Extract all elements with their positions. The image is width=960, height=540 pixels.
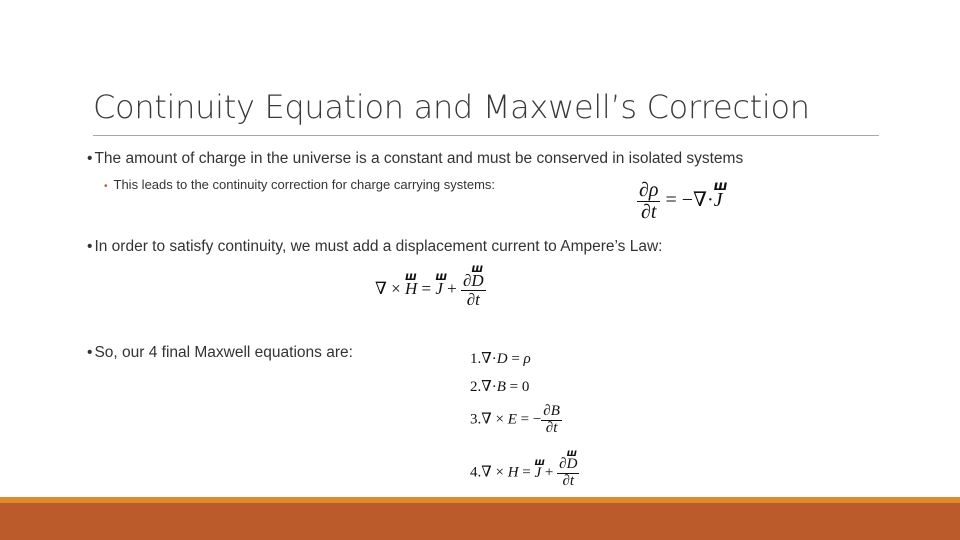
maxwell-eq-2: 2.∇·B = 0 <box>470 379 530 395</box>
bullet-text: The amount of charge in the universe is a constant and must be conserved in isolated systems <box>94 150 744 167</box>
ampere-law-equation: ∇ × ш H = ш J + $\frac{\text{∂ш D}}{\partial t}$ <box>375 272 486 309</box>
maxwell-eq-1: 1.∇·D = ρ <box>470 351 531 367</box>
sub-bullet-marker: • <box>104 181 108 192</box>
footer-band <box>0 503 960 540</box>
bullet-marker: • <box>87 150 93 167</box>
continuity-equation: $\frac{\partial\rho}{\partial t}$ = −∇·ш J <box>637 180 723 223</box>
ampere-maxwell-fraction: $\frac{\text{∂ш D}}{\partial t}$ <box>557 457 579 490</box>
title-divider <box>93 135 879 136</box>
faraday-fraction: $\frac{\partial B}{\partial t}$ <box>543 403 560 436</box>
bullet-text: In order to satisfy continuity, we must add a displacement current to Ampere’s Law: <box>94 238 663 255</box>
bullet-marker: • <box>87 238 93 255</box>
bullet-maxwell-equations <box>87 344 353 362</box>
ampere-fraction: $\frac{\text{∂ш D}}{\partial t}$ <box>461 272 486 309</box>
bullet-displacement-current <box>87 238 662 256</box>
slide-title: Continuity Equation and Maxwell’s Correction <box>93 88 810 126</box>
maxwell-eq-3: 3.∇ × E = − $\frac{\partial B}{\partial t}$ <box>470 403 560 436</box>
sub-bullet-continuity <box>104 177 495 192</box>
sub-bullet-text: This leads to the continuity correction for charge carrying systems: <box>113 177 496 192</box>
maxwell-eq-4: 4.∇ × H = ш J + $\frac{\text{∂ш D}}{\partial t}$ <box>470 457 579 490</box>
bullet-charge-conservation <box>87 150 743 168</box>
bullet-marker: • <box>87 344 93 361</box>
bullet-text: So, our 4 final Maxwell equations are: <box>94 344 353 361</box>
continuity-fraction: $\frac{\partial\rho}{\partial t}$ <box>639 179 659 223</box>
